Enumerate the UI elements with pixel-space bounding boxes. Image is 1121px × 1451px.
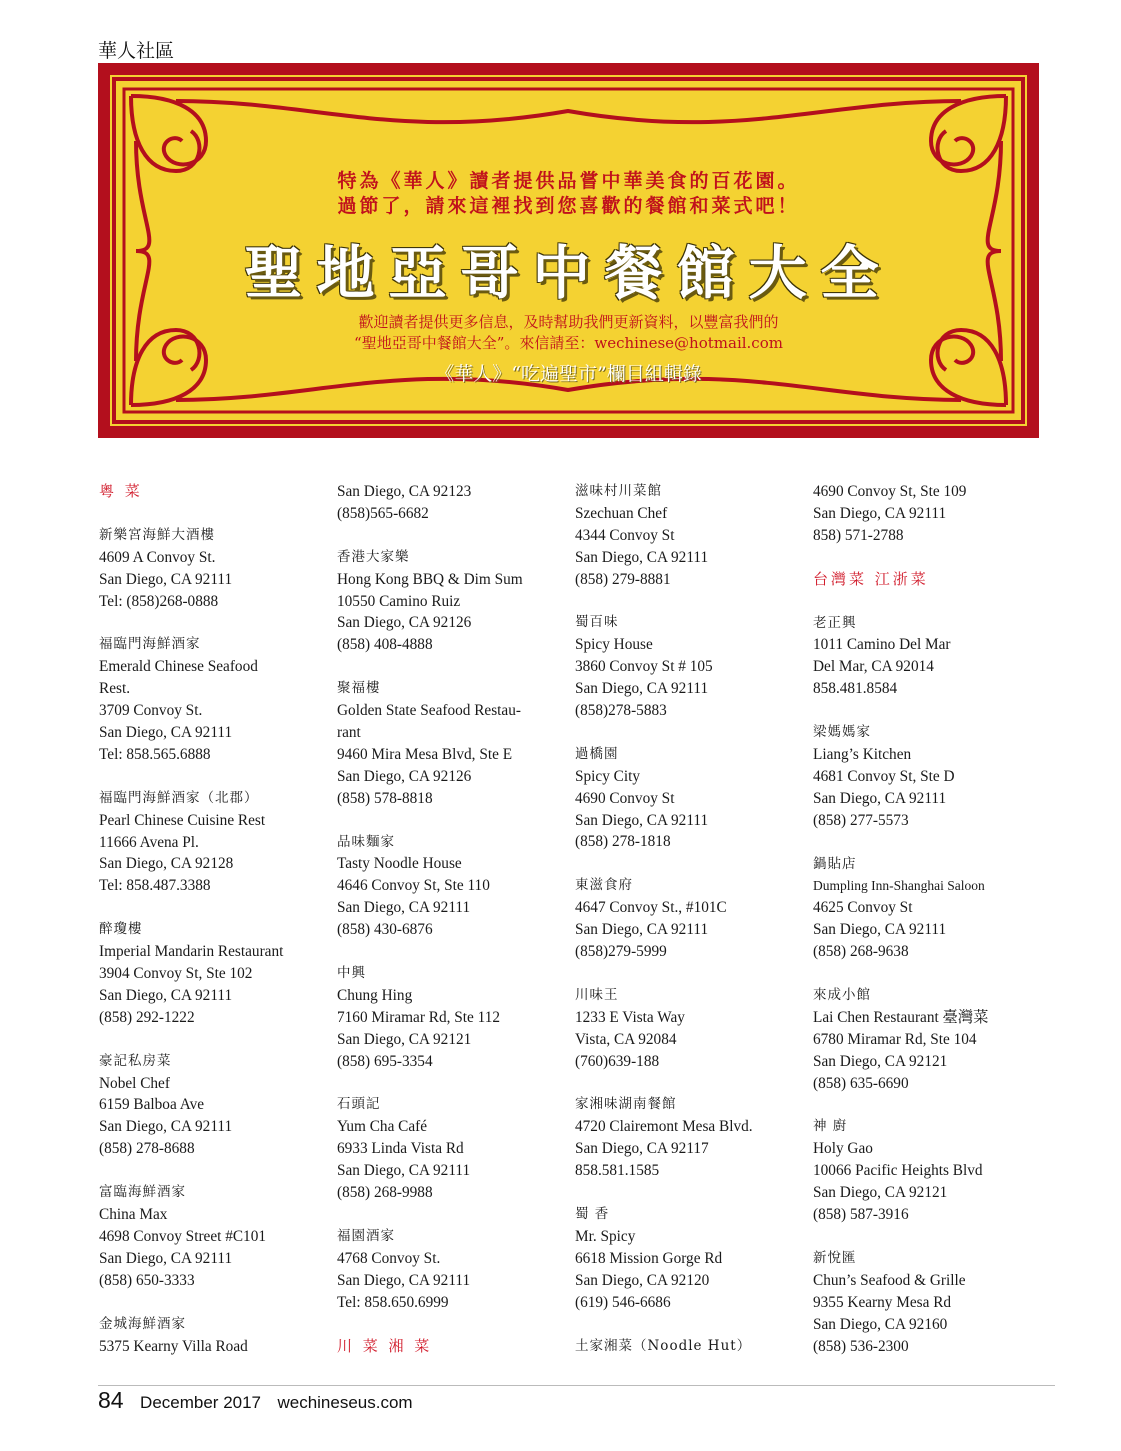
listing-line: Dumpling Inn-Shanghai Saloon — [813, 878, 985, 894]
restaurant-chinese-name: 石頭記 — [337, 1096, 381, 1113]
listing-line: 10066 Pacific Heights Blvd — [813, 1162, 983, 1180]
listing-line: 4646 Convoy St, Ste 110 — [337, 877, 490, 895]
listing-line: 5375 Kearny Villa Road — [99, 1337, 248, 1355]
listing-line: Tel: 858.565.6888 — [99, 745, 211, 763]
banner — [98, 63, 1039, 438]
listing-line: rant — [337, 724, 361, 742]
listing-column-2 — [337, 481, 562, 1357]
restaurant-chinese-name: 新樂宮海鮮大酒樓 — [99, 526, 215, 543]
spacer — [337, 525, 562, 547]
listing-line: (858) 278-8688 — [99, 1140, 195, 1158]
listing-line: San Diego, CA 92111 — [575, 680, 709, 698]
listing-line: (858) 277-5573 — [813, 811, 909, 829]
listing-line: San Diego, CA 92121 — [813, 1184, 948, 1202]
spacer — [337, 1204, 562, 1226]
listing-line: San Diego, CA 92111 — [813, 789, 947, 807]
spacer — [337, 656, 562, 678]
listing-line: 4625 Convoy St — [813, 899, 913, 917]
restaurant-chinese-name: 神 廚 — [813, 1118, 848, 1135]
listing-line: (858)565-6682 — [337, 504, 429, 522]
listing-line: 6159 Balboa Ave — [99, 1096, 205, 1114]
listing-line: 3709 Convoy St. — [99, 702, 203, 720]
banner-panel — [112, 77, 1025, 424]
listing-line: Spicy City — [575, 767, 641, 785]
spacer — [99, 1029, 324, 1051]
listing-line: 11666 Avena Pl. — [99, 833, 199, 851]
restaurant-chinese-name: 滋味村川菜館 — [575, 483, 662, 499]
listing-line: 4681 Convoy St, Ste D — [813, 767, 955, 785]
listing-line: China Max — [99, 1206, 168, 1224]
restaurant-chinese-name: 福臨門海鮮酒家 — [99, 636, 201, 653]
listing-column-1 — [99, 481, 324, 1357]
listing-line: 4344 Convoy St — [575, 526, 675, 544]
restaurant-chinese-name: 蜀百味 — [575, 614, 619, 631]
restaurant-chinese-name: 富臨海鮮酒家 — [99, 1184, 186, 1201]
listing-line: San Diego, CA 92111 — [575, 811, 709, 829]
listing-line: 3904 Convoy St, Ste 102 — [99, 965, 253, 983]
banner-title: 聖地亞哥中餐館大全 — [244, 239, 893, 307]
restaurant-chinese-name: 老正興 — [813, 614, 857, 631]
cuisine-heading: 台灣菜 江浙菜 — [813, 569, 929, 588]
spacer — [575, 590, 800, 612]
listing-line: San Diego, CA 92126 — [337, 767, 472, 785]
spacer — [337, 810, 562, 832]
listing-line: Liang’s Kitchen — [813, 746, 912, 764]
spacer — [575, 853, 800, 875]
listing-line: San Diego, CA 92111 — [99, 986, 233, 1004]
footer — [98, 1387, 425, 1414]
spacer — [813, 1226, 1038, 1248]
restaurant-chinese-name: 東滋食府 — [575, 877, 633, 894]
footer-divider — [98, 1385, 1055, 1386]
listing-line: 3860 Convoy St # 105 — [575, 658, 713, 676]
banner-note-line2: “聖地亞哥中餐館大全”。來信請至：wechinese@hotmail.com — [354, 334, 783, 352]
spacer — [99, 503, 324, 525]
listing-line: Nobel Chef — [99, 1074, 170, 1092]
restaurant-chinese-name: 川味王 — [575, 986, 619, 1003]
spacer — [813, 591, 1038, 613]
listing-line: 6780 Miramar Rd, Ste 104 — [813, 1030, 977, 1048]
listing-line: 6933 Linda Vista Rd — [337, 1140, 464, 1158]
listing-line: 9460 Mira Mesa Blvd, Ste E — [337, 745, 513, 763]
listing-line: (760)639-188 — [575, 1052, 660, 1070]
listing-line: San Diego, CA 92160 — [813, 1315, 948, 1333]
spacer — [575, 1072, 800, 1094]
banner-note-line1: 歡迎讀者提供更多信息，及時幫助我們更新資料，以豐富我們的 — [358, 313, 779, 331]
listing-line: 9355 Kearny Mesa Rd — [813, 1293, 952, 1311]
spacer — [813, 963, 1038, 985]
restaurant-chinese-name: 梁媽媽家 — [813, 724, 871, 741]
listing-line: (858) 650-3333 — [99, 1271, 195, 1289]
spacer — [813, 700, 1038, 722]
listing-line: Hong Kong BBQ & Dim Sum — [337, 570, 523, 588]
restaurant-chinese-name: 過橋園 — [575, 745, 619, 762]
listing-line: (858)278-5883 — [575, 702, 667, 720]
listing-line: San Diego, CA 92120 — [575, 1271, 710, 1289]
listing-line: Tasty Noodle House — [337, 855, 462, 873]
listing-column-4 — [813, 481, 1038, 1357]
listing-line: 1011 Camino Del Mar — [813, 636, 951, 654]
section-label: 華人社區 — [98, 40, 175, 62]
listing-line: Golden State Seafood Restau- — [337, 702, 521, 720]
listing-line: Yum Cha Café — [337, 1118, 428, 1136]
page-number: 84 — [98, 1387, 124, 1413]
listing-line: Pearl Chinese Cuisine Rest — [99, 811, 266, 829]
listing-line: Imperial Mandarin Restaurant — [99, 943, 284, 961]
restaurant-chinese-name: 福園酒家 — [337, 1227, 395, 1244]
spacer — [99, 1292, 324, 1314]
restaurant-chinese-name: 香港大家樂 — [337, 548, 410, 565]
banner-credit: 《華人》“吃遍聖市”欄目組輯錄 — [435, 363, 702, 385]
listing-line: (858) 292-1222 — [99, 1008, 195, 1026]
listing-line: San Diego, CA 92111 — [99, 570, 233, 588]
listing-line: 4698 Convoy Street #C101 — [99, 1227, 266, 1245]
listing-line: Vista, CA 92084 — [575, 1030, 677, 1048]
banner-intro-line2: 過節了，請來這裡找到您喜歡的餐館和菜式吧！ — [337, 195, 800, 217]
listing-line: (619) 546-6686 — [575, 1293, 671, 1311]
listing-line: (858) 635-6690 — [813, 1074, 909, 1092]
issue-date: December 2017 — [140, 1393, 262, 1412]
listing-line: (858) 278-1818 — [575, 833, 671, 851]
spacer — [337, 1314, 562, 1336]
listing-line: San Diego, CA 92111 — [575, 921, 709, 939]
spacer — [575, 722, 800, 744]
listing-line: San Diego, CA 92121 — [337, 1030, 472, 1048]
listing-line: (858) 695-3354 — [337, 1052, 433, 1070]
listing-line: San Diego, CA 92111 — [575, 548, 709, 566]
listing-line: San Diego, CA 92111 — [337, 1271, 471, 1289]
restaurant-chinese-name: 品味麵家 — [337, 833, 395, 850]
listing-line: San Diego, CA 92111 — [337, 899, 471, 917]
listing-line: (858) 268-9988 — [337, 1184, 433, 1202]
spacer — [575, 963, 800, 985]
listing-line: (858)279-5999 — [575, 943, 667, 961]
listing-line: (858) 578-8818 — [337, 789, 433, 807]
listing-line: (858) 279-8881 — [575, 570, 671, 588]
spacer — [337, 941, 562, 963]
listing-line: (858) 268-9638 — [813, 943, 909, 961]
listing-line: 858.581.1585 — [575, 1162, 660, 1180]
listing-line: Tel: 858.487.3388 — [99, 877, 211, 895]
listing-line: Szechuan Chef — [575, 504, 668, 522]
banner-intro-line1: 特為《華人》讀者提供品嘗中華美食的百花園。 — [337, 170, 800, 192]
cuisine-heading: 川 菜 湘 菜 — [337, 1336, 433, 1355]
spacer — [575, 1314, 800, 1336]
listing-line: Emerald Chinese Seafood — [99, 658, 258, 676]
restaurant-chinese-name: 醉瓊樓 — [99, 921, 143, 938]
listing-line: San Diego, CA 92111 — [99, 724, 233, 742]
restaurant-chinese-name: 豪記私房菜 — [99, 1052, 172, 1069]
listing-line: (858) 430-6876 — [337, 921, 433, 939]
restaurant-chinese-name: 福臨門海鮮酒家（北郡） — [99, 789, 259, 806]
listing-line: San Diego, CA 92111 — [813, 504, 947, 522]
restaurant-chinese-name: 鍋貼店 — [813, 855, 857, 872]
listing-line: (858) 587-3916 — [813, 1206, 909, 1224]
listing-line: Chung Hing — [337, 986, 413, 1004]
listing-line: 4768 Convoy St. — [337, 1249, 441, 1267]
restaurant-chinese-name: 蜀 香 — [575, 1206, 610, 1223]
listing-line: 1233 E Vista Way — [575, 1008, 685, 1026]
listing-line: San Diego, CA 92111 — [813, 921, 947, 939]
spacer — [813, 1094, 1038, 1116]
listing-line: 4690 Convoy St — [575, 789, 675, 807]
listing-line: San Diego, CA 92117 — [575, 1140, 709, 1158]
listing-line: San Diego, CA 92126 — [337, 614, 472, 632]
listing-line: (858) 408-4888 — [337, 636, 433, 654]
listing-line: 4647 Convoy St., #101C — [575, 899, 727, 917]
listing-line: 7160 Miramar Rd, Ste 112 — [337, 1008, 501, 1026]
listing-line: Mr. Spicy — [575, 1227, 636, 1245]
spacer — [99, 612, 324, 634]
listing-column-3 — [575, 481, 800, 1357]
listing-line: San Diego, CA 92111 — [99, 1118, 233, 1136]
listing-line: San Diego, CA 92128 — [99, 855, 234, 873]
restaurant-chinese-name: 新悅匯 — [813, 1249, 857, 1266]
spacer — [813, 832, 1038, 854]
restaurant-chinese-name: 來成小館 — [813, 987, 871, 1004]
listing-line: 4690 Convoy St, Ste 109 — [813, 483, 967, 500]
restaurant-chinese-name: 聚福樓 — [337, 680, 381, 697]
listing-line: 10550 Camino Ruiz — [337, 592, 461, 610]
listing-line: San Diego, CA 92121 — [813, 1052, 948, 1070]
listing-line: Del Mar, CA 92014 — [813, 658, 934, 676]
restaurant-chinese-name: 家湘味湖南餐館 — [575, 1096, 677, 1113]
listing-line: Lai Chen Restaurant 臺灣菜 — [813, 1008, 989, 1026]
listing-line: 858.481.8584 — [813, 680, 898, 698]
listing-line: 4720 Clairemont Mesa Blvd. — [575, 1118, 753, 1136]
spacer — [337, 1072, 562, 1094]
spacer — [99, 766, 324, 788]
cuisine-heading: 粵 菜 — [99, 482, 143, 500]
listing-line: San Diego, CA 92111 — [337, 1162, 471, 1180]
listing-line: 4609 A Convoy St. — [99, 548, 216, 566]
restaurant-chinese-name: 中興 — [337, 965, 366, 982]
listing-line: Holy Gao — [813, 1140, 873, 1158]
listing-line: 858) 571-2788 — [813, 526, 904, 544]
restaurant-chinese-name: 土家湘菜（Noodle Hut） — [575, 1337, 752, 1354]
restaurant-chinese-name: 金城海鮮酒家 — [99, 1315, 186, 1332]
spacer — [575, 1182, 800, 1204]
listing-line: Spicy House — [575, 636, 653, 654]
listing-line: San Diego, CA 92111 — [99, 1249, 233, 1267]
spacer — [99, 897, 324, 919]
spacer — [99, 1160, 324, 1182]
spacer — [813, 547, 1038, 569]
listing-line: (858) 536-2300 — [813, 1337, 909, 1355]
listing-line: Chun’s Seafood & Grille — [813, 1271, 966, 1289]
listing-line: San Diego, CA 92123 — [337, 483, 472, 500]
listing-line: 6618 Mission Gorge Rd — [575, 1249, 723, 1267]
listing-line: Rest. — [99, 680, 131, 698]
listing-line: Tel: 858.650.6999 — [337, 1293, 449, 1311]
listing-line: Tel: (858)268-0888 — [99, 592, 219, 610]
website: wechineseus.com — [277, 1393, 413, 1412]
